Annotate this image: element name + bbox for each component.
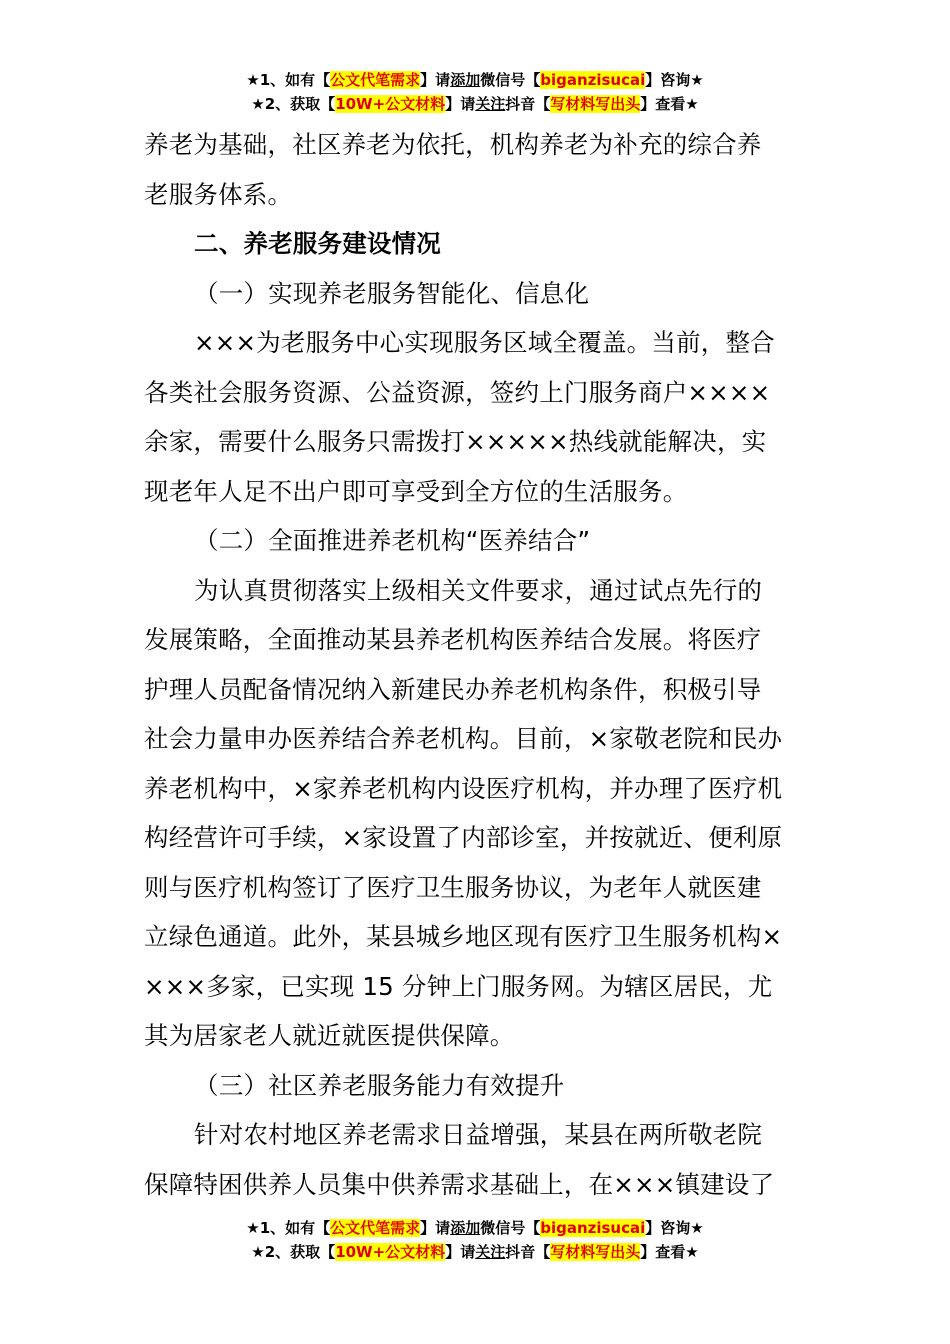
banner-line-2: [0, 92, 950, 116]
paragraph-line: 立绿色通道。此外，某县城乡地区现有医疗卫生服务机构×: [144, 922, 783, 951]
document-body: [144, 120, 806, 1209]
banner-text: 抖音【: [505, 1243, 551, 1261]
paragraph-line: 养老为基础，社区养老为依托，机构养老为补充的综合养: [144, 130, 762, 159]
banner-line-1: [0, 1216, 950, 1240]
paragraph-line: 为认真贯彻落实上级相关文件要求，通过试点先行的: [194, 575, 763, 605]
banner-text: 】请: [420, 1219, 451, 1237]
paragraph-line: 余家，需要什么服务只需拨打×××××热线就能解决，实: [144, 427, 767, 456]
paragraph-line: 现老年人足不出户即可享受到全方位的生活服务。: [144, 476, 688, 506]
paragraph-line: 构经营许可手续，×家设置了内部诊室，并按就近、便利原: [144, 823, 783, 852]
paragraph-line: 养老机构中，×家养老机构内设医疗机构，并办理了医疗机: [144, 773, 783, 803]
banner-highlight: 公文代笔需求: [330, 1219, 421, 1237]
banner-text: 】查看★: [640, 95, 699, 113]
paragraph-line: 社会力量申办医养结合养老机构。目前，×家敬老院和民办: [144, 724, 783, 753]
banner-text: 抖音【: [505, 95, 551, 113]
subsection-heading: （二）全面推进养老机构“医养结合”: [194, 526, 591, 555]
banner-highlight: 10W+公文材料: [335, 95, 446, 113]
banner-text: 微信号【: [480, 1219, 541, 1237]
subsection-heading: （一）实现养老服务智能化、信息化: [194, 278, 590, 308]
banner-line-1: [0, 68, 950, 92]
banner-text: ★2、获取【: [251, 95, 336, 113]
banner-underline: 关注: [475, 1243, 506, 1261]
banner-highlight: 10W+公文材料: [335, 1243, 446, 1261]
header-banner: [0, 68, 950, 116]
banner-line-2: [0, 1240, 950, 1264]
banner-text: 】咨询★: [645, 71, 704, 89]
paragraph-line: 则与医疗机构签订了医疗卫生服务协议，为老年人就医建: [144, 872, 762, 902]
paragraph-line: 发展策略，全面推动某县养老机构医养结合发展。将医疗: [144, 625, 762, 654]
paragraph-line: 各类社会服务资源、公益资源，签约上门服务商户××××: [144, 377, 771, 407]
banner-text: 】请: [445, 95, 476, 113]
banner-highlight: 写材料写出头: [550, 1243, 641, 1261]
banner-text: 】查看★: [640, 1243, 699, 1261]
banner-highlight: biganzisucai: [540, 71, 646, 89]
banner-text: ★1、如有【: [246, 1219, 331, 1237]
section-heading: 二、养老服务建设情况: [194, 229, 441, 258]
paragraph-line: ×××多家，已实现 15 分钟上门服务网。为辖区居民，尤: [144, 971, 773, 1001]
banner-text: 】请: [445, 1243, 476, 1261]
banner-highlight: 公文代笔需求: [330, 71, 421, 89]
banner-text: ★1、如有【: [246, 71, 331, 89]
banner-text: 】请: [420, 71, 451, 89]
banner-highlight: biganzisucai: [540, 1219, 646, 1237]
banner-underline: 添加: [450, 1219, 481, 1237]
paragraph-line: 其为居家老人就近就医提供保障。: [144, 1021, 515, 1050]
subsection-heading: （三）社区养老服务能力有效提升: [194, 1070, 565, 1100]
banner-text: ★2、获取【: [251, 1243, 336, 1261]
paragraph-line: 老服务体系。: [144, 179, 293, 209]
paragraph-line: ×××为老服务中心实现服务区域全覆盖。当前，整合: [194, 328, 775, 357]
banner-text: 】咨询★: [645, 1219, 704, 1237]
banner-underline: 添加: [450, 71, 481, 89]
banner-highlight: 写材料写出头: [550, 95, 641, 113]
banner-text: 微信号【: [480, 71, 541, 89]
paragraph-line: 保障特困供养人员集中供养需求基础上，在×××镇建设了: [144, 1169, 775, 1199]
paragraph-line: 护理人员配备情况纳入新建民办养老机构条件，积极引导: [144, 674, 762, 704]
footer-banner: [0, 1216, 950, 1264]
banner-underline: 关注: [475, 95, 506, 113]
paragraph-line: 针对农村地区养老需求日益增强，某县在两所敬老院: [194, 1120, 763, 1149]
